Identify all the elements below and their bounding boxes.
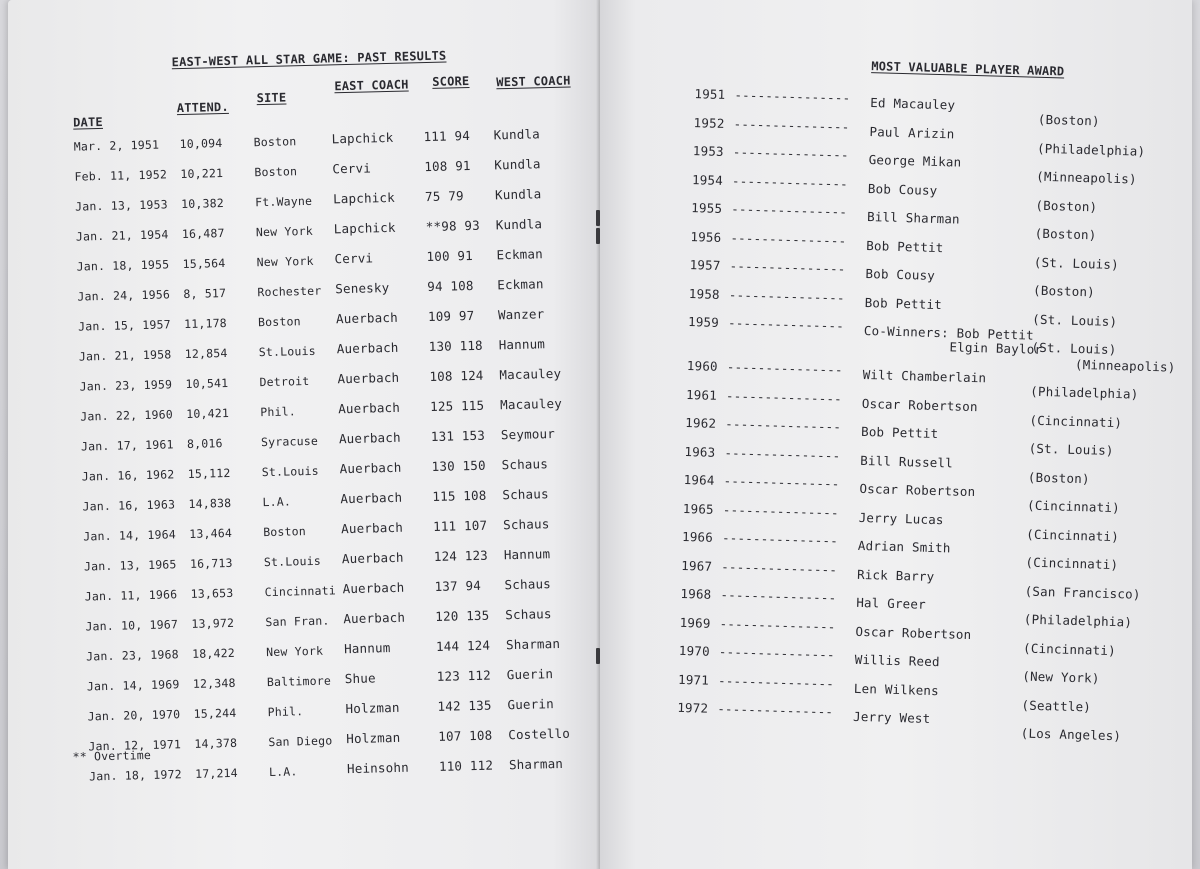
mvp-player: Oscar Robertson xyxy=(859,480,976,500)
result-date: Jan. 23, 1959 xyxy=(79,377,173,394)
result-east-coach: Auerbach xyxy=(341,549,404,567)
result-east-coach: Cervi xyxy=(334,250,374,267)
result-site: Cincinnati xyxy=(264,583,337,600)
mvp-player: Oscar Robertson xyxy=(855,623,972,642)
result-east-coach: Senesky xyxy=(335,279,390,297)
mvp-leader-dashes: --------------- xyxy=(731,172,849,191)
mvp-leader-dashes: --------------- xyxy=(729,258,846,277)
result-site: L.A. xyxy=(262,494,292,510)
mvp-player: Bill Russell xyxy=(860,452,954,471)
mvp-player: George Mikan xyxy=(868,152,962,170)
result-site: Baltimore xyxy=(266,673,332,690)
result-score: 131 153 xyxy=(430,427,486,445)
mvp-year: 1954 xyxy=(691,171,724,188)
result-attendance: 10,382 xyxy=(181,195,225,212)
result-score: 120 135 xyxy=(435,607,490,624)
mvp-leader-dashes: --------------- xyxy=(725,387,843,406)
result-east-coach: Auerbach xyxy=(335,309,399,327)
result-score: 111 94 xyxy=(423,127,471,145)
mvp-year: 1956 xyxy=(690,228,722,245)
all-star-results-title: EAST-WEST ALL STAR GAME: PAST RESULTS xyxy=(171,48,447,70)
result-date: Mar. 2, 1951 xyxy=(73,137,160,154)
mvp-team: (Cincinnati) xyxy=(1026,497,1121,516)
mvp-leader-dashes: --------------- xyxy=(718,644,835,663)
result-date: Jan. 18, 1955 xyxy=(76,257,170,274)
mvp-leader-dashes: --------------- xyxy=(724,444,841,463)
result-score: 130 118 xyxy=(428,337,483,355)
result-east-coach: Holzman xyxy=(346,729,401,747)
mvp-team: (Boston) xyxy=(1035,197,1098,214)
mvp-leader-dashes: --------------- xyxy=(727,315,845,334)
mvp-year: 1968 xyxy=(680,585,712,602)
mvp-team: (Los Angeles) xyxy=(1020,725,1122,744)
result-score: 110 112 xyxy=(438,757,494,774)
result-date: Jan. 13, 1953 xyxy=(75,197,168,214)
result-site: Phil. xyxy=(260,404,297,420)
result-east-coach: Lapchick xyxy=(333,219,396,237)
result-score: 115 108 xyxy=(432,487,487,504)
result-west-coach: Wanzer xyxy=(497,306,545,323)
result-west-coach: Kundla xyxy=(494,156,541,173)
result-score: 124 123 xyxy=(433,547,489,564)
result-site: New York xyxy=(255,223,314,240)
mvp-leader-dashes: --------------- xyxy=(721,558,838,577)
result-east-coach: Auerbach xyxy=(337,369,400,387)
mvp-player: Wilt Chamberlain xyxy=(862,366,987,386)
result-attendance: 8,016 xyxy=(186,436,223,451)
mvp-year: 1952 xyxy=(693,114,725,131)
right-page xyxy=(600,0,1192,869)
result-west-coach: Schaus xyxy=(501,456,549,473)
result-score: 123 112 xyxy=(436,667,492,684)
result-west-coach: Eckman xyxy=(496,246,544,263)
result-west-coach: Macauley xyxy=(499,395,563,413)
result-date: Jan. 15, 1957 xyxy=(77,317,171,334)
mvp-team: (Cincinnati) xyxy=(1026,526,1120,544)
mvp-year: 1959 xyxy=(687,314,720,330)
header-date: DATE xyxy=(72,114,104,130)
result-score: 108 91 xyxy=(424,157,471,175)
result-attendance: 12,854 xyxy=(184,345,228,361)
result-east-coach: Holzman xyxy=(345,699,400,717)
result-site: St.Louis xyxy=(258,343,316,360)
result-score: 94 108 xyxy=(427,277,474,295)
result-east-coach: Cervi xyxy=(332,160,372,177)
result-site: New York xyxy=(256,253,314,270)
mvp-team: (St. Louis) xyxy=(1028,440,1114,458)
result-date: Jan. 14, 1969 xyxy=(86,677,180,694)
header-west-coach: WEST COACH xyxy=(496,73,571,90)
result-site: Phil. xyxy=(267,704,304,720)
result-date: Jan. 16, 1963 xyxy=(82,497,176,514)
mvp-leader-dashes: --------------- xyxy=(726,359,843,378)
result-attendance: 8, 517 xyxy=(183,285,227,302)
mvp-year: 1951 xyxy=(694,86,726,103)
result-east-coach: Auerbach xyxy=(343,609,406,627)
result-attendance: 10,221 xyxy=(180,166,224,182)
mvp-leader-dashes: --------------- xyxy=(725,416,842,435)
mvp-player: Bob Pettit xyxy=(860,423,939,442)
mvp-team: (Cincinnati) xyxy=(1025,554,1119,573)
mvp-team: (Philadelphia) xyxy=(1023,611,1133,630)
result-west-coach: Guerin xyxy=(506,666,554,683)
result-site: New York xyxy=(265,643,324,660)
result-west-coach: Eckman xyxy=(497,276,544,293)
result-site: Boston xyxy=(254,164,298,180)
mvp-leader-dashes: --------------- xyxy=(720,587,837,606)
mvp-year: 1965 xyxy=(682,500,715,517)
result-site: San Diego xyxy=(268,733,333,750)
result-west-coach: Hannum xyxy=(503,546,551,563)
result-score: 142 135 xyxy=(437,697,492,714)
result-date: Feb. 11, 1952 xyxy=(74,167,168,184)
result-attendance: 18,422 xyxy=(191,645,236,661)
result-date: Jan. 14, 1964 xyxy=(83,527,177,544)
mvp-year: 1971 xyxy=(677,671,710,688)
result-attendance: 10,094 xyxy=(179,136,223,152)
result-west-coach: Guerin xyxy=(507,696,555,713)
result-date: Jan. 16, 1962 xyxy=(81,467,175,484)
result-attendance: 14,838 xyxy=(188,495,232,511)
result-score: 108 124 xyxy=(429,367,484,385)
mvp-team: (Philadelphia) xyxy=(1036,140,1146,159)
mvp-year: 1957 xyxy=(689,257,721,273)
result-west-coach: Seymour xyxy=(500,425,556,443)
mvp-team: (Boston) xyxy=(1032,282,1096,300)
mvp-year: 1970 xyxy=(678,642,711,659)
result-west-coach: Schaus xyxy=(504,576,552,593)
mvp-award-title: MOST VALUABLE PLAYER AWARD xyxy=(871,59,1065,79)
result-west-coach: Macauley xyxy=(499,365,562,383)
result-east-coach: Auerbach xyxy=(339,459,402,477)
mvp-player: Paul Arizin xyxy=(869,123,955,141)
mvp-player: Hal Greer xyxy=(856,594,927,612)
result-date: Jan. 21, 1958 xyxy=(78,347,172,364)
result-date: Jan. 23, 1968 xyxy=(86,647,179,664)
result-attendance: 15,112 xyxy=(187,465,231,481)
result-west-coach: Schaus xyxy=(502,486,549,503)
result-attendance: 10,541 xyxy=(185,375,229,391)
mvp-year: 1969 xyxy=(679,614,711,631)
result-site: St.Louis xyxy=(263,553,322,570)
mvp-team: (Seattle) xyxy=(1021,697,1092,714)
result-east-coach: Auerbach xyxy=(338,429,401,447)
result-attendance: 13,653 xyxy=(190,585,234,601)
result-west-coach: Hannum xyxy=(498,336,546,353)
result-attendance: 12,348 xyxy=(192,675,236,691)
result-west-coach: Kundla xyxy=(495,216,543,233)
mvp-team: (Boston) xyxy=(1027,469,1090,486)
result-east-coach: Auerbach xyxy=(338,399,401,417)
result-date: Jan. 12, 1971 xyxy=(88,737,182,754)
mvp-year: 1958 xyxy=(688,285,721,302)
mvp-leader-dashes: --------------- xyxy=(721,530,839,549)
mvp-team: (St. Louis) xyxy=(1033,254,1120,272)
result-east-coach: Auerbach xyxy=(342,579,405,597)
result-score: 109 97 xyxy=(427,307,475,325)
result-date: Jan. 22, 1960 xyxy=(80,407,174,424)
mvp-player: Jerry West xyxy=(852,708,931,726)
result-west-coach: Sharman xyxy=(508,755,564,773)
result-date: Jan. 24, 1956 xyxy=(77,287,171,304)
mvp-year: 1961 xyxy=(685,386,718,403)
result-east-coach: Auerbach xyxy=(336,339,399,357)
result-east-coach: Auerbach xyxy=(340,519,404,537)
mvp-team: (Boston) xyxy=(1034,225,1097,243)
result-site: L.A. xyxy=(268,764,298,780)
mvp-leader-dashes: --------------- xyxy=(717,672,835,691)
result-site: Boston xyxy=(263,524,307,540)
result-east-coach: Lapchick xyxy=(332,189,396,207)
result-attendance: 17,214 xyxy=(194,765,239,781)
header-score: SCORE xyxy=(432,73,470,89)
mvp-player: Bill Sharman xyxy=(866,209,961,227)
result-date: Jan. 20, 1970 xyxy=(87,707,181,724)
mvp-team: (San Francisco) xyxy=(1024,583,1141,602)
result-site: Rochester xyxy=(257,283,322,300)
left-page xyxy=(8,0,600,869)
result-west-coach: Kundla xyxy=(493,126,541,143)
result-site: San Fran. xyxy=(265,613,330,630)
result-date: Jan. 17, 1961 xyxy=(80,437,174,454)
result-attendance: 13,464 xyxy=(189,525,233,541)
mvp-player: Oscar Robertson xyxy=(861,395,978,414)
result-score: 125 115 xyxy=(430,397,485,415)
left-page-content xyxy=(8,0,600,869)
mvp-team: (Boston) xyxy=(1037,111,1100,129)
mvp-team: (Minneapolis) xyxy=(1036,168,1137,187)
mvp-year: 1953 xyxy=(692,143,724,159)
result-score: 137 94 xyxy=(434,577,482,594)
header-site: SITE xyxy=(256,90,287,106)
mvp-leader-dashes: --------------- xyxy=(722,501,839,520)
result-east-coach: Shue xyxy=(344,670,376,687)
result-attendance: 13,972 xyxy=(191,615,235,631)
result-score: 100 91 xyxy=(426,247,474,265)
mvp-player: Jerry Lucas xyxy=(858,509,944,527)
result-site: Boston xyxy=(257,314,301,330)
result-score: 107 108 xyxy=(438,727,493,744)
result-west-coach: Schaus xyxy=(502,516,550,533)
result-east-coach: Heinsohn xyxy=(346,759,409,777)
header-east-coach: EAST COACH xyxy=(334,77,409,94)
mvp-team: (Philadelphia) xyxy=(1030,383,1139,402)
mvp-player: Bob Pettit xyxy=(864,294,943,312)
result-east-coach: Hannum xyxy=(343,640,391,657)
mvp-player: Ed Macauley xyxy=(870,95,956,113)
mvp-year: 1966 xyxy=(681,528,714,545)
result-score: 75 79 xyxy=(424,188,464,205)
mvp-leader-dashes: --------------- xyxy=(734,87,851,106)
mvp-leader-dashes: --------------- xyxy=(723,473,840,492)
mvp-team: (Cincinnati) xyxy=(1022,640,1117,658)
result-site: Detroit xyxy=(259,373,310,390)
mvp-leader-dashes: --------------- xyxy=(732,144,849,163)
mvp-leader-dashes: --------------- xyxy=(733,115,850,134)
mvp-player: Adrian Smith xyxy=(857,537,951,556)
mvp-player: Bob Pettit xyxy=(866,237,944,255)
result-west-coach: Schaus xyxy=(505,606,552,623)
mvp-team: (Cincinnati) xyxy=(1029,412,1123,430)
mvp-year: 1967 xyxy=(681,557,713,574)
mvp-year: 1963 xyxy=(684,443,716,460)
result-attendance: 10,421 xyxy=(186,405,230,421)
mvp-leader-dashes: --------------- xyxy=(717,701,834,720)
header-attend: ATTEND. xyxy=(176,99,229,116)
result-east-coach: Lapchick xyxy=(331,129,394,147)
result-site: Ft.Wayne xyxy=(254,193,313,210)
mvp-team: (St. Louis) xyxy=(1031,339,1117,358)
result-date: Jan. 13, 1965 xyxy=(83,557,177,574)
result-attendance: 16,487 xyxy=(181,225,225,242)
mvp-player: Co-Winners: Bob Pettit xyxy=(863,322,1035,343)
result-date: Jan. 18, 1972 xyxy=(88,767,182,784)
mvp-leader-dashes: --------------- xyxy=(728,286,845,305)
result-date: Jan. 10, 1967 xyxy=(85,617,179,634)
mvp-team: (New York) xyxy=(1022,668,1100,686)
result-west-coach: Costello xyxy=(508,725,571,743)
result-score: 111 107 xyxy=(432,517,488,534)
result-attendance: 15,564 xyxy=(182,255,226,272)
mvp-player: Bob Cousy xyxy=(865,265,936,283)
result-date: Jan. 21, 1954 xyxy=(75,227,169,244)
result-attendance: 14,378 xyxy=(194,735,238,751)
result-score: 130 150 xyxy=(431,457,486,474)
mvp-year: 1972 xyxy=(677,699,709,716)
result-date: Jan. 11, 1966 xyxy=(84,587,178,604)
overtime-footnote: ** Overtime xyxy=(72,747,152,764)
right-page-content xyxy=(600,0,1192,869)
result-score: **98 93 xyxy=(425,217,481,235)
result-west-coach: Kundla xyxy=(494,186,542,203)
result-site: St.Louis xyxy=(261,463,319,480)
mvp-leader-dashes: --------------- xyxy=(730,229,847,248)
mvp-leader-dashes: --------------- xyxy=(731,201,848,220)
result-attendance: 15,244 xyxy=(193,705,237,721)
mvp-year: 1960 xyxy=(686,358,718,374)
mvp-player: Rick Barry xyxy=(856,566,935,584)
mvp-leader-dashes: --------------- xyxy=(719,615,836,634)
mvp-year: 1964 xyxy=(683,471,715,488)
result-attendance: 16,713 xyxy=(189,555,233,571)
result-score: 144 124 xyxy=(435,637,491,654)
mvp-year: 1955 xyxy=(691,200,723,216)
mvp-team-co-winner: (Minneapolis) xyxy=(1074,356,1176,375)
result-west-coach: Sharman xyxy=(505,635,561,653)
mvp-team: (St. Louis) xyxy=(1032,311,1118,329)
result-site: Boston xyxy=(253,134,297,150)
result-site: Syracuse xyxy=(260,433,319,450)
mvp-player: Len Wilkens xyxy=(853,680,940,698)
result-east-coach: Auerbach xyxy=(340,489,403,507)
result-attendance: 11,178 xyxy=(183,315,228,332)
mvp-player: Willis Reed xyxy=(854,651,940,670)
mvp-player-co-winner: Elgin Baylor xyxy=(949,339,1043,357)
mvp-player: Bob Cousy xyxy=(867,180,938,198)
mvp-year: 1962 xyxy=(685,415,717,431)
